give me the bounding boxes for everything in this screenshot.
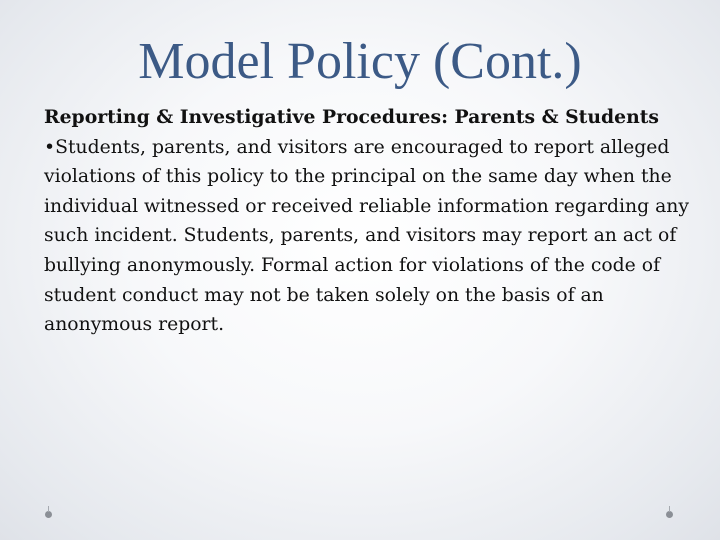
section-heading: Reporting & Investigative Procedures: Parents & Students	[44, 106, 659, 128]
corner-dot-right-icon	[666, 511, 673, 518]
bullet-text: Students, parents, and visitors are encouraged to report alleged violations of this policy to the principal on the same day when the individual witnessed or received reliable information regarding any such incident. Students, parents, and visitors may report an act of bullying anonymously. Formal action for violations of the code of student conduct may not be taken solely on the basis of an anonymous report.	[44, 136, 689, 336]
bullet-marker: •	[44, 136, 56, 158]
slide-title: Model Policy (Cont.)	[138, 33, 582, 90]
corner-dot-left-icon	[45, 511, 52, 518]
bullet-paragraph	[44, 133, 694, 340]
slide-content	[44, 103, 694, 340]
